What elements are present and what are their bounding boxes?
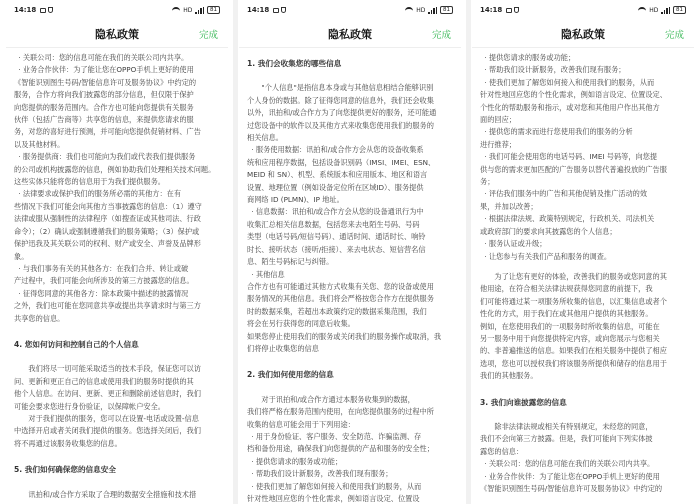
page-title: 隐私政策 bbox=[95, 27, 139, 41]
policy-text-line: · 征得您同意的其他各方：除本政策中描述的披露情况 bbox=[18, 288, 189, 298]
section-heading: 4. 您如何访问和控制自己的个人信息 bbox=[14, 339, 139, 349]
policy-text-line: 收集的信息可能会用于下列用途： bbox=[247, 419, 355, 429]
policy-text-line: 相关信息。 bbox=[247, 133, 283, 143]
spacer bbox=[247, 355, 453, 363]
policy-text-line: 进行推荐； bbox=[480, 139, 516, 149]
section-heading: 2. 我们如何使用您的信息 bbox=[247, 370, 334, 380]
policy-text-line: 服务情况的其他信息。我们将会严格按您合作方在提供服务 bbox=[247, 294, 434, 304]
section-heading: 1. 我们会收集您的哪些信息 bbox=[247, 59, 342, 68]
policy-text-line: 伙伴（包括广告商等）共享您的信息，来提供您请求的服 bbox=[14, 115, 194, 125]
network-label: HD bbox=[649, 6, 659, 14]
notification-icons bbox=[273, 7, 286, 13]
policy-text-line: 个性化的帮助服务和指示，或对您和其他用户作出其他方 bbox=[480, 102, 660, 112]
policy-text-line: 对于我们提供的服务，您可以在设置-电话或设置-信息 bbox=[28, 413, 199, 423]
policy-text-line: 对于讯拍和/或合作方通过本服务收集到的数据， bbox=[261, 394, 415, 404]
title-bar bbox=[472, 20, 694, 48]
message-icon bbox=[506, 8, 512, 13]
policy-text-line: · 评估我们服务中的广告和其他促销及推广活动的效 bbox=[484, 189, 648, 199]
wifi-icon bbox=[405, 7, 413, 13]
shield-icon bbox=[281, 7, 286, 13]
policy-text-line: 露您的信息： bbox=[480, 446, 524, 456]
policy-text-line: · 根据法律法规、政策特别规定，行政机关、司法机关 bbox=[484, 214, 655, 224]
title-bar bbox=[239, 20, 461, 48]
phone-screen-1 bbox=[6, 0, 228, 504]
policy-text-line: 可能会要求您进行身份验证，以保障帐户安全。 bbox=[14, 401, 165, 411]
policy-text-line: · 业务合作伙伴：为了能让您在OPPO手机上更好的使用 bbox=[484, 471, 660, 481]
policy-text-line: · 提供您的需求而进行您使用我们的服务的分析 bbox=[484, 127, 633, 137]
policy-text-line: 除非法律法规或相关有特别规定，未经您的同意， bbox=[494, 421, 653, 431]
policy-text-line: 法律或服从强制性的法律程序（如搜查证或其他司法、行政 bbox=[14, 214, 201, 224]
policy-text-line: 象。 bbox=[14, 251, 29, 261]
signal-icon bbox=[428, 7, 437, 14]
policy-text-line: 我们不会向第三方披露。但是，我们可能向下列实体披 bbox=[480, 434, 653, 444]
signal-icon bbox=[195, 7, 204, 14]
policy-text-line: 另一服务中用于向您提供特定内容，或向您展示与您相关 bbox=[480, 333, 660, 343]
policy-text-line: 《智能识别图生号码/智能信息许可及服务协议》中约定的 bbox=[480, 484, 663, 493]
policy-text-line: 时长、接听状态（接听/拒接）、来去电状态、短信营名信 bbox=[247, 244, 426, 254]
section-heading: 3. 我们向谁披露您的信息 bbox=[480, 397, 567, 407]
status-time: 14:18 bbox=[247, 6, 270, 14]
policy-text-line: 将不再通过该服务收集您的信息。 bbox=[14, 438, 122, 448]
policy-text-line: 商网络 ID (PLMN)、IP 地址。 bbox=[247, 195, 344, 205]
policy-text-line: · 我们可能会使用您的电话号码、IMEI 号码等，向您提 bbox=[484, 152, 658, 162]
policy-text-line: 如果您停止使用我们的服务或关闭我们的服务操作或取消，我 bbox=[247, 331, 442, 341]
status-bar bbox=[239, 0, 461, 20]
policy-text-line: 为了让您有更好的体验，改善我们的服务或您同意的其 bbox=[494, 271, 667, 281]
notification-icons bbox=[506, 7, 519, 13]
policy-text-line: 以外，讯拍和/或合作方为了向您提供更好的服务，还可能通 bbox=[247, 108, 437, 118]
policy-text-line: 他用途，在符合相关法律法规获得您同意的前提下，我 bbox=[480, 284, 653, 294]
page-title: 隐私政策 bbox=[328, 27, 372, 41]
done-button[interactable]: 完成 bbox=[431, 29, 451, 41]
policy-text-line: 我们将严格在服务范围内使用，在向您提供服务的过程中所 bbox=[247, 407, 434, 417]
policy-text-line: 例如，在您使用我们的一项服务时所收集的信息，可能在 bbox=[480, 321, 660, 331]
policy-text-line: "个人信息"是指信息本身或与其他信息相结合能够识别 bbox=[261, 83, 434, 93]
policy-text-line: · 服务认证或升级； bbox=[484, 239, 547, 249]
policy-text-line: · 服务提供商：我们也可能向为我们或代表我们提供服务 bbox=[18, 152, 196, 162]
policy-text-line: · 帮助我们设计新服务，改善我们现有服务； bbox=[484, 65, 626, 75]
policy-text-line: · 用于身份验证、客户服务、安全防范、诈骗监测、存 bbox=[251, 431, 422, 441]
policy-text-line: 档和备份用途，确保我们向您提供的产品和服务的安全性； bbox=[247, 444, 434, 454]
policy-text-line: · 服务使用数据：讯拍和/或合作方会从您的设备收集系 bbox=[251, 145, 424, 155]
policy-text-line: 些情况下我们可能会向其他方当事披露您的信息：（1）遵守 bbox=[14, 201, 202, 211]
policy-text-line: 个人身份的数据。除了征得您同意的信息外，我们还会收集 bbox=[247, 95, 434, 105]
policy-text-line: 过您设备中的软件以及其他方式来收集您使用我们的服务的 bbox=[247, 120, 434, 130]
policy-text-line: 问、更新和更正自己的信息或使用我们的服务时提供的其 bbox=[14, 376, 194, 386]
policy-text-line: 的公司或机构披露您的信息，例如协助我们处理相关技术问题。 bbox=[14, 164, 216, 174]
signal-icon bbox=[661, 7, 670, 14]
policy-content[interactable] bbox=[239, 48, 461, 504]
policy-text-line: · 信息数据：讯拍和/或合作方会从您的设备通讯行为中 bbox=[251, 207, 424, 217]
policy-text-line: 们可能将通过某一项服务所收集的信息，以汇集信息或者个 bbox=[480, 296, 667, 306]
spacer bbox=[480, 383, 686, 391]
policy-text-line: · 使我们更加了解您如何接入和使用我们的服务，从而 bbox=[484, 77, 655, 87]
spacer bbox=[14, 355, 220, 363]
spacer bbox=[14, 481, 220, 489]
policy-text-line: 向您提供的服务范围内。合作方也可能向您提供有关服务 bbox=[14, 102, 194, 112]
policy-content[interactable] bbox=[472, 48, 694, 495]
policy-text-line: · 关联公司：您的信息可能在我们的关联公司内共享。 bbox=[18, 53, 189, 62]
policy-text-line: 针对性地回应您的个性化需求，例如语言设定、位置设 bbox=[247, 494, 420, 503]
policy-text-line: 以及其他材料。 bbox=[14, 139, 65, 149]
policy-text-line: 《智能识别图生号码/智能信息许可及服务协议》中约定的 bbox=[14, 77, 197, 87]
policy-text-line: 面的回应； bbox=[480, 115, 516, 125]
done-button[interactable]: 完成 bbox=[198, 29, 218, 41]
phone-screen-2 bbox=[239, 0, 461, 504]
policy-text-line: · 法律要求或保护我们的服务所必需的其他方：在有 bbox=[18, 189, 182, 199]
status-time: 14:18 bbox=[14, 6, 37, 14]
policy-text-line: 供与您的需求更加匹配的广告服务以替代普遍投放的广告服 bbox=[480, 164, 667, 174]
policy-content[interactable] bbox=[6, 48, 228, 501]
policy-text-line: 他个人信息。在访问、更新、更正和删除前述信息时，我们 bbox=[14, 389, 201, 399]
policy-text-line: 务； bbox=[480, 177, 495, 187]
policy-text-line: 果，并加以改善； bbox=[480, 201, 538, 211]
spacer bbox=[14, 325, 220, 333]
policy-text-line: · 与我们事务有关的其他各方：在我们合并、转让或破 bbox=[18, 263, 189, 273]
policy-text-line: · 提供您请求的服务或功能； bbox=[484, 53, 576, 62]
policy-text-line: 之外，我们也可能在您同意共享或提出共享请求时与第三方 bbox=[14, 301, 201, 311]
policy-text-line: 类型（电话号码/短信号码）、通话时间、通话时长、响铃 bbox=[247, 232, 426, 242]
screen-divider bbox=[233, 0, 238, 504]
policy-text-line: · 帮助我们设计新服务，改善我们现有服务； bbox=[251, 469, 393, 479]
policy-text-line: 们将停止收集您的信息 bbox=[247, 343, 319, 353]
network-label: HD bbox=[416, 6, 426, 14]
policy-text-line: 时的数据采集，若超出本政策约定的数据采集范围，我们 bbox=[247, 306, 427, 316]
policy-text-line: 性化的方式，用于我们在或其他用户提供的其他服务。 bbox=[480, 309, 653, 319]
spacer bbox=[14, 450, 220, 458]
notification-icons bbox=[40, 7, 53, 13]
policy-text-line: 命令）；（2）确认或强制遵循我们的服务策略；（3）保护或 bbox=[14, 226, 200, 236]
spacer bbox=[247, 386, 453, 394]
policy-text-line: 保护迅我及其关联公司的权利、财产或安全、声誉及品牌形 bbox=[14, 239, 201, 249]
status-bar bbox=[6, 0, 228, 20]
battery-icon: 81 bbox=[673, 6, 686, 14]
shield-icon bbox=[514, 7, 519, 13]
network-label: HD bbox=[183, 6, 193, 14]
status-time: 14:18 bbox=[480, 6, 503, 14]
policy-text-line: 这些实体只能将您的信息用于为我们提供服务。 bbox=[14, 177, 165, 187]
wifi-icon bbox=[172, 7, 180, 13]
policy-text-line: 针对性地回应您的个性化需求，例如语言设定、位置设定、 bbox=[480, 90, 667, 100]
policy-text-line: 我们的其他服务。 bbox=[480, 371, 538, 381]
policy-text-line: · 关联公司：您的信息可能在我们的关联公司内共享。 bbox=[484, 459, 655, 469]
policy-text-line: · 让您参与有关我们产品和服务的调查。 bbox=[484, 251, 612, 261]
policy-text-line: 产过程中，我们可能会向所涉及的第三方披露您的信息。 bbox=[14, 276, 194, 286]
policy-text-line: 设置、地理位置（例如设备定位所在区域ID）、服务提供 bbox=[247, 182, 424, 192]
policy-text-line: · 提供您请求的服务或功能； bbox=[251, 456, 343, 466]
title-bar bbox=[6, 20, 228, 48]
policy-text-line: 务，对您的喜好进行预测，并可能向您提供促销材料、广告 bbox=[14, 127, 201, 137]
policy-text-line: 中选择开启或者关闭我们提供的服务。您选择关闭后，我们 bbox=[14, 426, 201, 436]
spacer bbox=[480, 413, 686, 421]
policy-text-line: 息、陌生号码标记与纠错。 bbox=[247, 257, 334, 267]
message-icon bbox=[273, 8, 279, 13]
done-button[interactable]: 完成 bbox=[664, 29, 684, 41]
shield-icon bbox=[48, 7, 53, 13]
spacer bbox=[480, 263, 686, 271]
policy-text-line: MEID 和 SN）、机型、系统版本和应用版本、地区和语言 bbox=[247, 170, 428, 180]
status-bar bbox=[472, 0, 694, 20]
message-icon bbox=[40, 8, 46, 13]
policy-text-line: · 使我们更加了解您如何接入和使用我们的服务，从而 bbox=[251, 481, 422, 491]
phone-screen-3 bbox=[472, 0, 694, 504]
policy-text-line: 我们将尽一切可能采取适当的技术手段，保证您可以访 bbox=[28, 364, 201, 374]
policy-text-line: 共享您的信息。 bbox=[14, 313, 65, 323]
wifi-icon bbox=[638, 7, 646, 13]
policy-text-line: · 其他信息 bbox=[251, 269, 285, 279]
spacer bbox=[247, 74, 453, 82]
policy-text-line: 或政府部门的要求向其披露您的个人信息； bbox=[480, 226, 617, 236]
policy-text-line: · 业务合作伙伴：为了能让您在OPPO手机上更好的使用 bbox=[18, 65, 194, 75]
policy-text-line: 收集汇总相关信息数据，包括您来去电陌生号码、号码 bbox=[247, 219, 420, 229]
battery-icon: 81 bbox=[207, 6, 220, 14]
policy-text-line: 统和应用程序数据，包括设备识别码（IMSI、IMEI、ESN、 bbox=[247, 157, 436, 167]
screen-divider bbox=[466, 0, 471, 504]
battery-icon: 81 bbox=[440, 6, 453, 14]
policy-text-line: 将会在另行获得您的同意后收集。 bbox=[247, 319, 355, 329]
policy-text-line: 讯拍和/或合作方采取了合理的数据安全措施和技术措 bbox=[28, 489, 197, 499]
section-heading: 5. 我们如何确保您的信息安全 bbox=[14, 465, 116, 475]
policy-text-line: 合作方也有可能通过其他方式收集有关您、您的设备或使用 bbox=[247, 281, 434, 291]
policy-text-line: 的、非普遍推送的信息。如果我们在相关服务中提供了相应 bbox=[480, 346, 667, 356]
policy-text-line: 服务，合作方将向我们披露您的部分信息，但仅限于保护 bbox=[14, 90, 194, 100]
page-title: 隐私政策 bbox=[561, 27, 605, 41]
policy-text-line: 选项，您也可以授权我们将该服务所提供和储存的信息用于 bbox=[480, 358, 667, 368]
